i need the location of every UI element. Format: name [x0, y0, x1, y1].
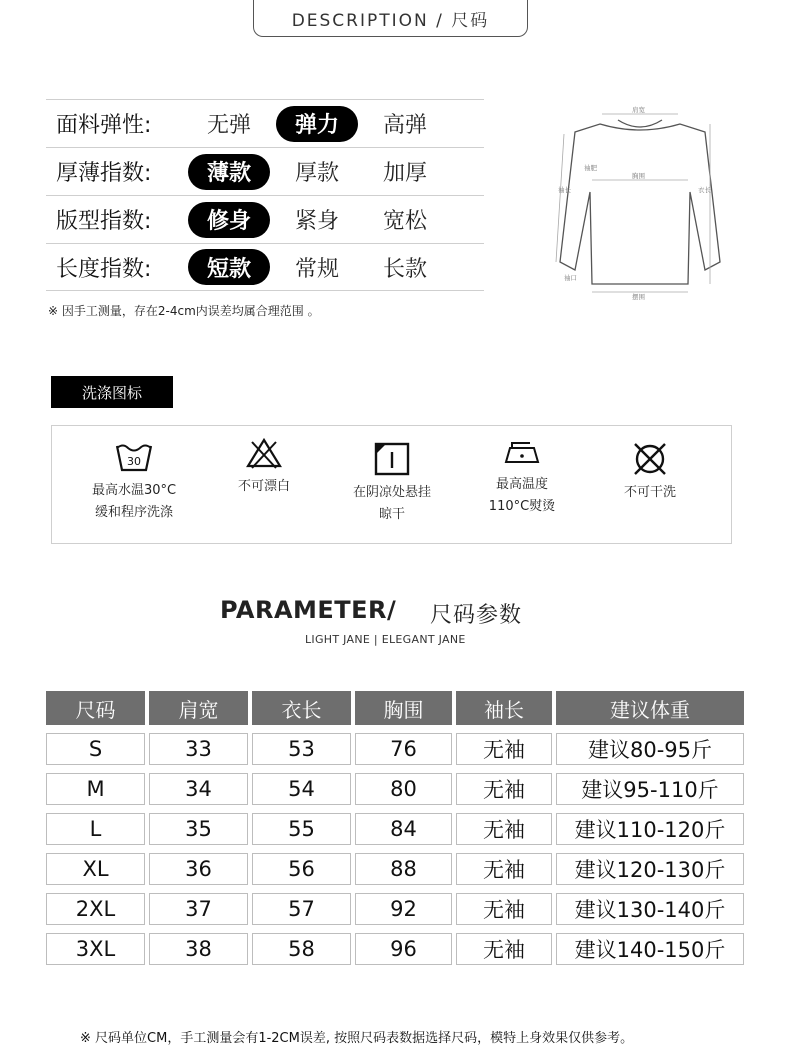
wash-text: 最高温度 110°C熨烫 [488, 477, 556, 514]
attr-option: 紧身 [294, 209, 339, 234]
attr-option: 高弹 [382, 113, 427, 138]
attr-option: 长款 [382, 256, 427, 282]
attr-label: 厚薄指数: [56, 161, 152, 186]
diagram-armhole-label: 袖肥 [584, 164, 597, 172]
table-cell-size: 2XL [46, 893, 145, 925]
table-cell-chest: 88 [355, 853, 452, 885]
attr-row-length [46, 243, 484, 291]
table-cell-length: 56 [252, 853, 351, 885]
table-cell-sleeve: 无袖 [456, 893, 552, 925]
table-cell-sleeve: 无袖 [456, 933, 552, 965]
wash-item-no-dry-clean [582, 442, 718, 504]
wash-text: 不可漂白 [237, 479, 290, 494]
table-header-size: 尺码 [46, 691, 145, 725]
diagram-length-label: 衣长 [698, 186, 711, 194]
measure-note: ※ 因手工测量，存在2-4cm内误差均属合理范围 。 [48, 304, 320, 318]
table-cell-weight: 建议130-140斤 [556, 893, 744, 925]
table-cell-weight: 建议80-95斤 [556, 733, 744, 765]
table-header-weight: 建议体重 [556, 691, 744, 725]
table-cell-weight: 建议110-120斤 [556, 813, 744, 845]
iron-110-icon [500, 438, 544, 468]
table-cell-size: 3XL [46, 933, 145, 965]
attr-row-fit [46, 195, 484, 243]
garment-diagram [540, 102, 740, 302]
table-cell-shoulder: 33 [149, 733, 248, 765]
table-cell-sleeve: 无袖 [456, 773, 552, 805]
table-header-chest: 胸围 [355, 691, 452, 725]
wash-item-no-bleach [196, 436, 332, 498]
table-cell-sleeve: 无袖 [456, 853, 552, 885]
table-cell-shoulder: 37 [149, 893, 248, 925]
table-header-shoulder: 肩宽 [149, 691, 248, 725]
no-dry-clean-icon [630, 442, 670, 476]
wash-text: 最高水温30°C 缓和程序洗涤 [91, 483, 177, 520]
table-cell-size: S [46, 733, 145, 765]
diagram-cuff-label: 袖口 [564, 274, 577, 282]
table-cell-size: M [46, 773, 145, 805]
attr-label: 面料弹性: [56, 113, 152, 138]
parameter-subtitle: LIGHT JANE | ELEGANT JANE [305, 633, 466, 646]
diagram-sleeve-label: 袖长 [558, 186, 571, 194]
wash-item-30 [66, 440, 202, 524]
parameter-title-cn: 尺码参数 [430, 603, 523, 628]
svg-text:30: 30 [127, 455, 141, 468]
table-cell-sleeve: 无袖 [456, 813, 552, 845]
table-cell-weight: 建议140-150斤 [556, 933, 744, 965]
attr-row-thickness [46, 147, 484, 195]
parameter-title: PARAMETER/ [220, 596, 397, 624]
table-cell-chest: 96 [355, 933, 452, 965]
table-cell-length: 57 [252, 893, 351, 925]
table-cell-length: 55 [252, 813, 351, 845]
table-cell-sleeve: 无袖 [456, 733, 552, 765]
wash-30-icon [114, 440, 154, 474]
table-cell-shoulder: 38 [149, 933, 248, 965]
table-cell-shoulder: 34 [149, 773, 248, 805]
description-header: DESCRIPTION / 尺码 [253, 0, 528, 37]
attr-option: 常规 [294, 256, 339, 282]
wash-text: 在阴凉处悬挂 晾干 [352, 485, 431, 522]
wash-text: 不可干洗 [623, 485, 676, 500]
table-cell-length: 54 [252, 773, 351, 805]
no-bleach-icon [244, 436, 284, 470]
table-cell-size: L [46, 813, 145, 845]
wash-item-line-dry [324, 442, 460, 526]
attr-option-selected: 短款 [188, 249, 270, 285]
wash-title: 洗涤图标 [51, 376, 173, 408]
table-cell-length: 58 [252, 933, 351, 965]
attr-label: 版型指数: [56, 209, 152, 234]
table-cell-weight: 建议120-130斤 [556, 853, 744, 885]
diagram-chest-label: 胸围 [632, 172, 645, 180]
attr-option-selected: 修身 [188, 202, 270, 238]
table-cell-size: XL [46, 853, 145, 885]
attr-option: 宽松 [382, 209, 427, 234]
wash-icons-panel [51, 425, 732, 544]
table-cell-weight: 建议95-110斤 [556, 773, 744, 805]
diagram-shoulder-label: 肩宽 [632, 106, 645, 114]
footer-note: ※ 尺码单位CM，手工测量会有1-2CM误差, 按照尺码表数据选择尺码，模特上身效果仅供参考。 [80, 1031, 634, 1046]
attr-option: 厚款 [294, 161, 339, 186]
table-cell-shoulder: 35 [149, 813, 248, 845]
table-cell-chest: 92 [355, 893, 452, 925]
table-header-sleeve: 袖长 [456, 691, 552, 725]
diagram-hem-label: 摆围 [632, 293, 645, 301]
table-cell-shoulder: 36 [149, 853, 248, 885]
table-cell-chest: 80 [355, 773, 452, 805]
attr-row-elasticity [46, 99, 484, 147]
attr-option-selected: 弹力 [276, 106, 358, 142]
table-cell-chest: 76 [355, 733, 452, 765]
attr-option-selected: 薄款 [188, 154, 270, 190]
table-cell-chest: 84 [355, 813, 452, 845]
table-cell-length: 53 [252, 733, 351, 765]
table-header-length: 衣长 [252, 691, 351, 725]
line-dry-shade-icon [372, 442, 412, 476]
attr-option: 加厚 [382, 161, 427, 186]
attr-label: 长度指数: [56, 256, 152, 282]
wash-item-iron [454, 438, 590, 518]
attr-option: 无弹 [206, 113, 251, 138]
